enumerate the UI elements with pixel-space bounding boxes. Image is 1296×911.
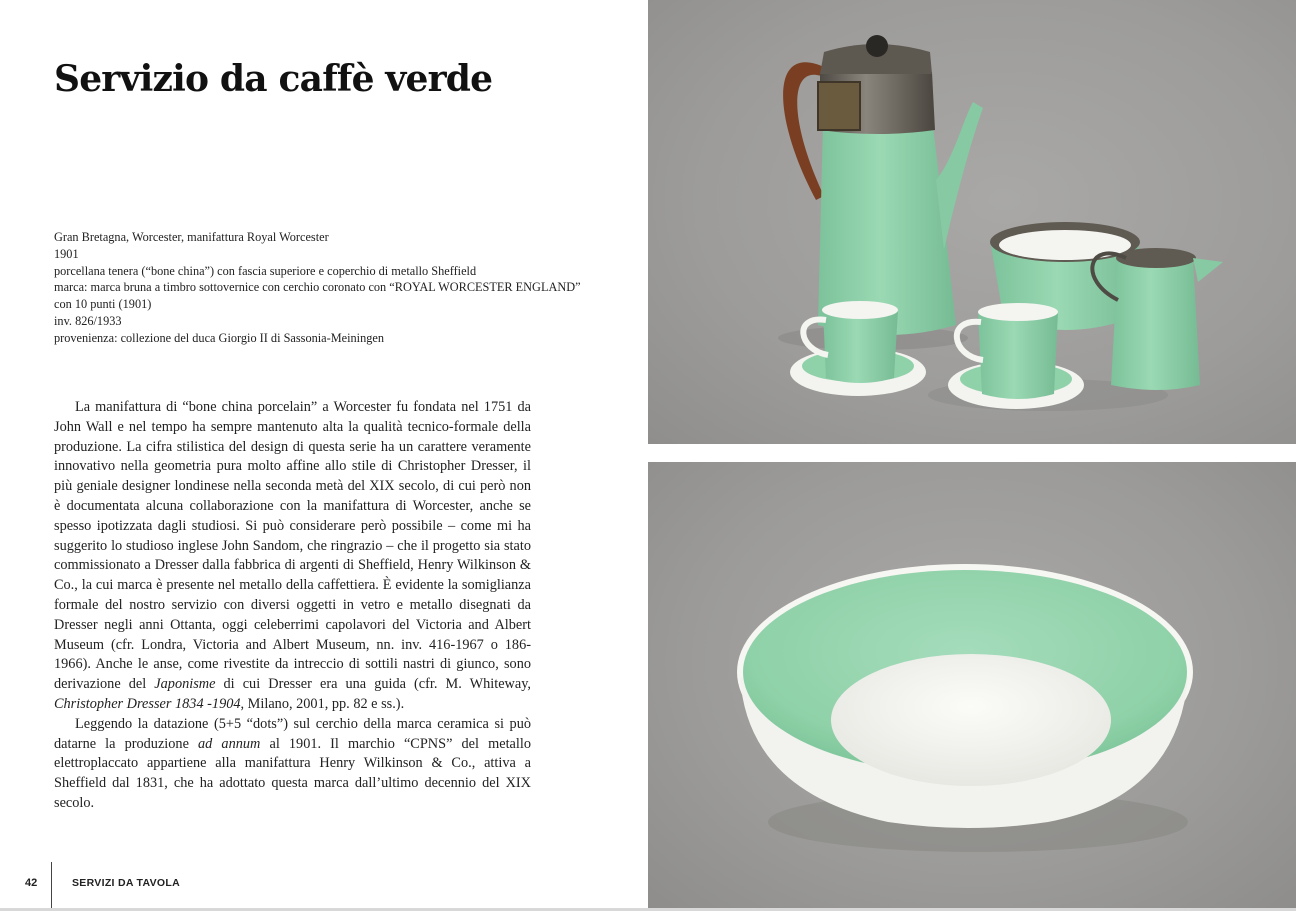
coffee-service-illustration: [648, 0, 1296, 444]
meta-origin: Gran Bretagna, Worcester, manifattura Royal Worcester: [54, 230, 329, 244]
paragraph-1-text-a: La manifattura di “bone china porcelain” a Worcester fu fondata nel 1751 da John Wall e nel tempo ha sempre mantenuto alta la qualità tecnico-formale della produzione. La cifra stilistica del design di questa serie ha un carattere veramente innovativo nella geometria pura molto affine allo stile di Christopher Dresser, il più geniale designer londinese nella seconda metà del XIX secolo, di cui però non è documentata alcuna collaborazione con la manifattura di Worcester, anche se spesso ipotizzata dagli studiosi. Si può considerare però possibile – come mi ha suggerito lo studioso inglese John Sandom, che ringrazio – che il progetto sia stato commissionato a Dresser dalla fabbrica di argenti di Sheffield, Henry Wilkinson & Co., la cui marca è presente nel metallo della caffettiera. È evidente la somiglianza formale del nostro servizio con diversi oggetti in vetro e metallo disegnati da Dresser negli anni Ottanta, oggi celeberrimi capolavori del Victoria and Albert Museum (cfr. Londra, Victoria and Albert Museum, nn. inv. 416-1967 o 186-1966). Anche le anse, come rivestite da intreccio di sottili nastri di giunco, sono derivazione del: [54, 399, 531, 693]
coffee-service-photo: [648, 0, 1296, 444]
paragraph-1-text-b: di cui Dresser era una guida (cfr. M. Whiteway,: [215, 676, 532, 693]
meta-provenance: provenienza: collezione del duca Giorgio II di Sassonia-Meiningen: [54, 330, 384, 345]
meta-material: porcellana tenera (“bone china”) con fascia superiore e coperchio di metallo Sheffield: [54, 263, 477, 278]
page-number: 42: [25, 877, 38, 889]
right-page: [648, 0, 1296, 911]
paragraph-1-text-c: , Milano, 2001, pp. 82 e ss.).: [240, 695, 405, 712]
object-metadata: [54, 229, 584, 347]
paragraph-1-italic-a: Japonisme: [154, 676, 216, 693]
section-title: SERVIZI DA TAVOLA: [72, 877, 180, 889]
bowl-photo: [648, 462, 1296, 908]
paragraph-2: [54, 715, 531, 814]
body-text: [54, 398, 531, 814]
footer-divider: [51, 862, 52, 908]
bowl-illustration: [648, 462, 1296, 908]
page-title: Servizio da caffè verde: [54, 58, 493, 100]
paragraph-2-italic-a: ad annum: [198, 735, 261, 752]
paragraph-2-text-b: al 1901. Il marchio “CPNS” del metallo elettroplaccato appartiene alla manifattura Henry Wilkinson & Co., attiva a Sheffield dal 1831, che ha adottato questa marca dall’ultimo decennio del XIX secolo.: [54, 735, 531, 811]
paragraph-1: [54, 398, 531, 715]
paragraph-2-text-a: Leggendo la datazione (5+5 “dots”) sul cerchio della marca ceramica si può datarne la produzione: [54, 715, 531, 752]
meta-mark: marca: marca bruna a timbro sottovernice con cerchio coronato con “ROYAL WORCESTER ENGLAND” con 10 punti (1901): [54, 280, 581, 312]
meta-inventory: inv. 826/1933: [54, 313, 122, 328]
meta-date: 1901: [54, 246, 79, 261]
paragraph-1-italic-b: Christopher Dresser 1834 -1904: [54, 695, 241, 712]
